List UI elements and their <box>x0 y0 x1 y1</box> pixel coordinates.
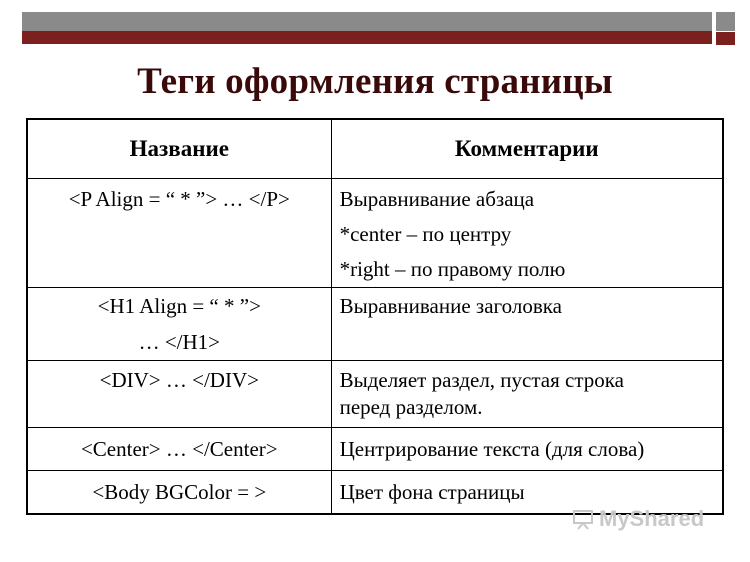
comment-cell <box>331 179 723 288</box>
comment-cell <box>331 288 723 361</box>
header-bar-maroon <box>22 31 712 44</box>
tag-cell <box>27 428 331 471</box>
comment-line: *center – по центру <box>339 222 512 246</box>
comment-line: Выравнивание абзаца <box>339 187 535 211</box>
table-header-row <box>27 119 723 179</box>
watermark-text: MyShared <box>599 506 705 531</box>
tag-cell <box>27 471 331 515</box>
tag-text: <Body BGColor = > <box>92 479 267 504</box>
presentation-board-icon <box>572 508 594 530</box>
header-bar-gray <box>22 12 712 31</box>
comment-line: Цвет фона страницы <box>339 479 525 504</box>
comment-line: Выравнивание заголовка <box>339 294 562 318</box>
tag-text: <DIV> … </DIV> <box>99 368 259 392</box>
tag-cell <box>27 361 331 428</box>
table-row <box>27 428 723 471</box>
table-row <box>27 288 723 361</box>
header-square-gray <box>716 12 735 31</box>
tag-cell <box>27 288 331 361</box>
tag-text: <H1 Align = “ * ”> <box>97 294 261 318</box>
comment-cell <box>331 361 723 428</box>
comment-line: перед разделом. <box>339 395 483 419</box>
tag-cell <box>27 179 331 288</box>
comment-cell <box>331 428 723 471</box>
page-title: Теги оформления страницы <box>137 61 613 102</box>
column-header-name: Название <box>27 119 331 179</box>
table-row <box>27 179 723 288</box>
tag-text: <P Align = “ * ”> … </P> <box>68 187 290 211</box>
header-square-maroon <box>716 32 735 45</box>
table-row <box>27 361 723 428</box>
comment-line: Выделяет раздел, пустая строка <box>339 368 624 392</box>
tag-text: … </H1> <box>138 330 220 354</box>
watermark <box>572 506 704 532</box>
tags-table <box>26 118 724 515</box>
comment-line: *right – по правому полю <box>339 257 566 281</box>
column-header-comments: Комментарии <box>331 119 723 179</box>
tag-text: <Center> … </Center> <box>80 436 278 461</box>
comment-line: Центрирование текста (для слова) <box>339 436 645 461</box>
